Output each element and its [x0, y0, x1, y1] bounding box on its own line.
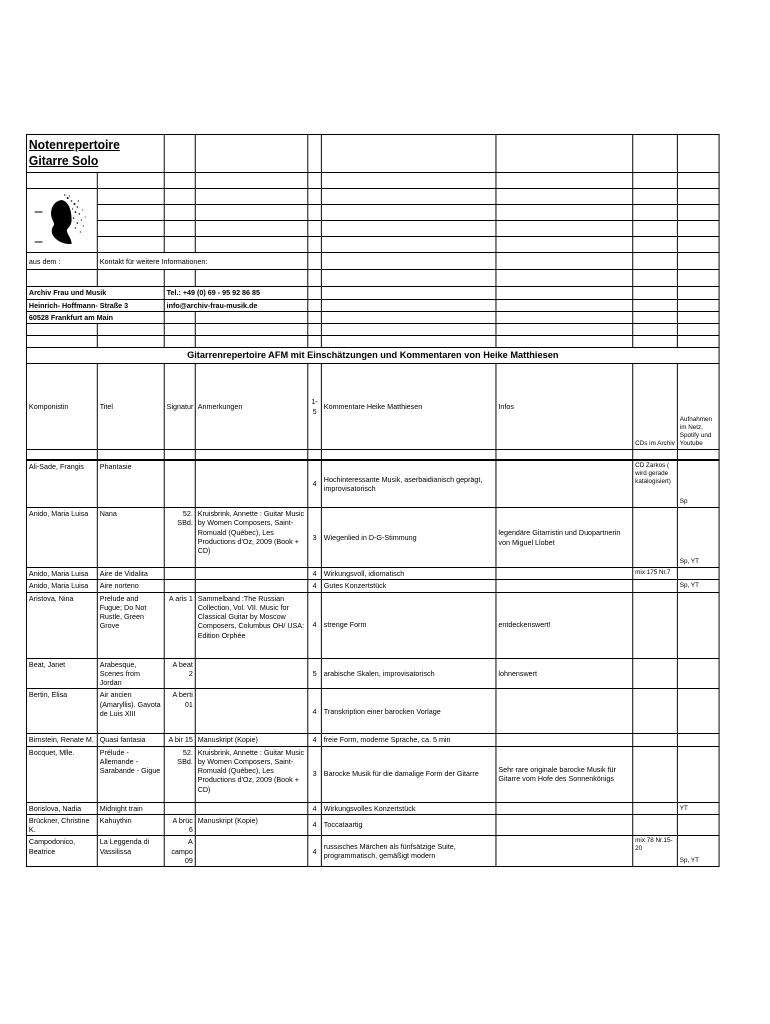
kommentar-cell: Wirkungsvoll, idiomatisch	[321, 568, 496, 580]
infos-cell	[496, 568, 633, 580]
kommentar-cell: Transkription einer barocken Vorlage	[321, 689, 496, 734]
email-address[interactable]: info@archiv-frau-musik.de	[164, 299, 308, 311]
cds-cell	[633, 580, 678, 592]
cds-cell: CD Zarkos ( wird gerade katalogisiert)	[633, 461, 678, 508]
aufnahmen-cell: Sp, YT	[677, 508, 719, 568]
kommentar-cell: Gutes Konzertstück	[321, 580, 496, 592]
komponistin-cell: Aristova, Nina	[26, 592, 97, 658]
signatur-cell	[164, 461, 195, 508]
kommentar-cell: Wirkungsvolles Konzertstück	[321, 802, 496, 814]
table-row	[26, 746, 719, 802]
infos-cell	[496, 814, 633, 836]
titel-cell: Aire norteno	[97, 580, 164, 592]
aufnahmen-cell	[677, 814, 719, 836]
anmerkungen-cell	[195, 580, 308, 592]
signatur-cell	[164, 802, 195, 814]
anmerkungen-cell: Kruisbrink, Annette : Guitar Music by Women Composers, Saint-Romuald (Québec), Les Productions d'Oz, 2009 (Book + CD)	[195, 508, 308, 568]
rating-cell: 3	[308, 508, 322, 568]
infos-cell: entdeckenswert!	[496, 592, 633, 658]
kommentar-cell: Barocke Musik für die damalige Form der Gitarre	[321, 746, 496, 802]
titel-cell: Prelude and Fugue; Do Not Rustle, Green Grove	[97, 592, 164, 658]
archive-logo	[26, 189, 97, 253]
signatur-cell: A berti 01	[164, 689, 195, 734]
aufnahmen-cell	[677, 592, 719, 658]
signatur-cell	[164, 568, 195, 580]
cds-cell	[633, 658, 678, 689]
table-row	[26, 508, 719, 568]
signatur-cell	[164, 580, 195, 592]
woman-silhouette-logo-icon	[33, 192, 91, 248]
header-signatur: Signatur	[164, 364, 195, 450]
column-header-row	[26, 364, 719, 450]
titel-cell: Kahuythin	[97, 814, 164, 836]
cds-cell: mix 78 Nr.15-20	[633, 836, 678, 867]
table-row	[26, 592, 719, 658]
aufnahmen-cell: Sp	[677, 461, 719, 508]
table-row	[26, 802, 719, 814]
komponistin-cell: Borislova, Nadia	[26, 802, 97, 814]
anmerkungen-cell	[195, 689, 308, 734]
aufnahmen-cell	[677, 734, 719, 746]
cds-cell: mix 175 Nr.7	[633, 568, 678, 580]
infos-cell	[496, 580, 633, 592]
aufnahmen-cell	[677, 658, 719, 689]
signatur-cell: A aris 1	[164, 592, 195, 658]
rating-cell: 4	[308, 734, 322, 746]
komponistin-cell: Anido, Maria Luisa	[26, 580, 97, 592]
header-kommentare: Kommentare Heike Matthiesen	[321, 364, 496, 450]
komponistin-cell: Ali-Sade, Frangis	[26, 461, 97, 508]
anmerkungen-cell	[195, 802, 308, 814]
cds-cell	[633, 734, 678, 746]
cds-cell	[633, 814, 678, 836]
komponistin-cell: Anido, Maria Luisa	[26, 508, 97, 568]
infos-cell: lohnenswert	[496, 658, 633, 689]
cds-cell	[633, 802, 678, 814]
data-rows-table	[26, 460, 720, 867]
titel-cell: Midnight train	[97, 802, 164, 814]
table-row	[26, 814, 719, 836]
titel-cell: Quasi fantasia	[97, 734, 164, 746]
komponistin-cell: Anido, Maria Luisa	[26, 568, 97, 580]
rating-cell: 4	[308, 802, 322, 814]
rating-cell: 4	[308, 592, 322, 658]
phone-number: Tel.: +49 (0) 69 - 95 92 86 85	[164, 287, 308, 299]
rating-cell: 4	[308, 568, 322, 580]
komponistin-cell: Brückner, Christine K.	[26, 814, 97, 836]
kommentar-cell: Hochinteressante Musik, aserbaidianisch geprägt, improvisatorisch	[321, 461, 496, 508]
aus-dem-label: aus dem :	[26, 253, 97, 270]
signatur-cell: A beat 2	[164, 658, 195, 689]
rating-cell: 4	[308, 689, 322, 734]
anmerkungen-cell: Manuskript (Kopie)	[195, 814, 308, 836]
rating-cell: 4	[308, 836, 322, 867]
table-row	[26, 836, 719, 867]
anmerkungen-cell	[195, 836, 308, 867]
aufnahmen-cell: YT	[677, 802, 719, 814]
anmerkungen-cell	[195, 658, 308, 689]
titel-cell: Air ancien (Amaryllis). Gavota de Luis XIII	[97, 689, 164, 734]
contact-label: Kontakt für weitere Informationen:	[97, 253, 308, 270]
rating-cell: 5	[308, 658, 322, 689]
header-aufnahmen: Aufnahmen im Netz, Spotify und Youtube	[677, 364, 719, 450]
repertoire-table	[26, 134, 720, 460]
infos-cell	[496, 802, 633, 814]
header-komponistin: Komponistin	[26, 364, 97, 450]
infos-cell	[496, 734, 633, 746]
infos-cell	[496, 461, 633, 508]
city-address: 60528 Frankfurt am Main	[26, 311, 164, 323]
titel-cell: La Leggenda di Vassilissa	[97, 836, 164, 867]
infos-cell	[496, 689, 633, 734]
titel-cell: Aire de Vidalita	[97, 568, 164, 580]
table-row	[26, 580, 719, 592]
komponistin-cell: Beat, Janet	[26, 658, 97, 689]
header-infos: Infos	[496, 364, 633, 450]
infos-cell	[496, 836, 633, 867]
spreadsheet	[26, 134, 719, 867]
cds-cell	[633, 592, 678, 658]
kommentar-cell: Wiegenlied in D-G-Stimmung	[321, 508, 496, 568]
kommentar-cell: strenge Form	[321, 592, 496, 658]
anmerkungen-cell	[195, 568, 308, 580]
infos-cell: legendäre Gitarristin und Duopartnerin von Miguel Llobet	[496, 508, 633, 568]
titel-cell: Prélude - Allemande - Sarabande - Gigue	[97, 746, 164, 802]
rating-cell: 3	[308, 746, 322, 802]
aufnahmen-cell	[677, 689, 719, 734]
aufnahmen-cell: Sp, YT	[677, 580, 719, 592]
signatur-cell: 52. SBd.	[164, 508, 195, 568]
kommentar-cell: arabische Skalen, improvisatorisch	[321, 658, 496, 689]
page-title: Notenrepertoire Gitarre Solo	[26, 135, 164, 173]
cds-cell	[633, 508, 678, 568]
komponistin-cell: Bertin, Elisa	[26, 689, 97, 734]
kommentar-cell: russisches Märchen als fünfsätzige Suite, programmatisch, gemäßigt modern	[321, 836, 496, 867]
komponistin-cell: Campodonico, Beatrice	[26, 836, 97, 867]
cds-cell	[633, 746, 678, 802]
header-anmerkungen: Anmerkungen	[195, 364, 308, 450]
infos-cell: Sehr rare originale barocke Musik für Gitarre vom Hofe des Sonnenkönigs	[496, 746, 633, 802]
kommentar-cell: Toccataartig	[321, 814, 496, 836]
signatur-cell: A brüc 6	[164, 814, 195, 836]
titel-cell: Nana	[97, 508, 164, 568]
header-rating: 1-5	[308, 364, 322, 450]
anmerkungen-cell: Kruisbrink, Annette : Guitar Music by Women Composers, Saint-Romuald (Québec), Les Productions d'Oz, 2009 (Book + CD)	[195, 746, 308, 802]
table-row	[26, 689, 719, 734]
rating-cell: 4	[308, 461, 322, 508]
anmerkungen-cell: Manuskript (Kopie)	[195, 734, 308, 746]
komponistin-cell: Birnstein, Renate M.	[26, 734, 97, 746]
header-titel: Titel	[97, 364, 164, 450]
titel-cell: Arabesque, Scenes from Jordan	[97, 658, 164, 689]
aufnahmen-cell	[677, 568, 719, 580]
table-row	[26, 734, 719, 746]
rating-cell: 4	[308, 580, 322, 592]
signatur-cell: A bir 15	[164, 734, 195, 746]
kommentar-cell: freie Form, moderne Sprache, ca. 5 min	[321, 734, 496, 746]
titel-cell: Phantasie	[97, 461, 164, 508]
street-address: Heinrich- Hoffmann- Straße 3	[26, 299, 164, 311]
header-cds: CDs im Archiv	[633, 364, 678, 450]
aufnahmen-cell: Sp, YT	[677, 836, 719, 867]
cds-cell	[633, 689, 678, 734]
komponistin-cell: Bocquet, Mlle.	[26, 746, 97, 802]
section-title: Gitarrenrepertoire AFM mit Einschätzungen und Kommentaren von Heike Matthiesen	[26, 348, 719, 364]
signatur-cell: A campo 09	[164, 836, 195, 867]
signatur-cell: 52. SBd.	[164, 746, 195, 802]
anmerkungen-cell: Sammelband :The Russian Collection, Vol. VII. Music for Classical Guitar by Moscow Composers, Columbus OH/ USA: Edition Orphée	[195, 592, 308, 658]
aufnahmen-cell	[677, 746, 719, 802]
archive-name: Archiv Frau und Musik	[26, 287, 164, 299]
table-row	[26, 461, 719, 508]
table-row	[26, 658, 719, 689]
table-row	[26, 568, 719, 580]
anmerkungen-cell	[195, 461, 308, 508]
rating-cell: 4	[308, 814, 322, 836]
